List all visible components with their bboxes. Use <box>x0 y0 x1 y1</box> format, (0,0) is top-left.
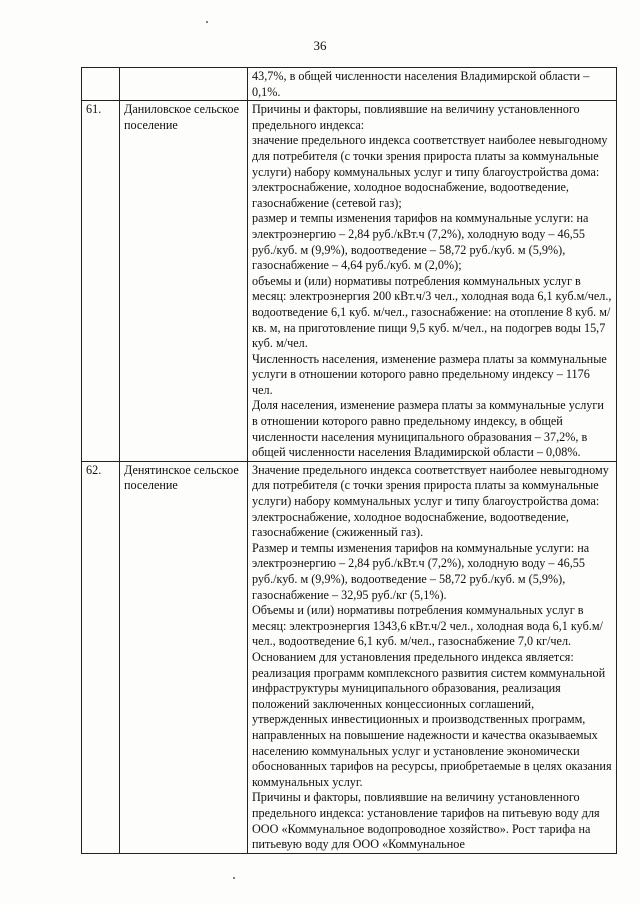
description-paragraph: Численность населения, изменение размера платы за коммунальные услуги в отношении которого равно предельному индексу – 1176 чел. <box>252 351 607 397</box>
description-paragraph: Значение предельного индекса соответствует наиболее невыгодному для потребителя (с точки зрения прироста платы за коммунальные услуги) набору коммунальных услуг и типу благоустройства дома: электроснабжение, холодное водоснабжение, водоотведение, газоснабжение (сжиженный газ). <box>252 462 609 540</box>
row-number <box>82 68 120 101</box>
row-description <box>248 68 617 101</box>
indices-table <box>81 67 617 854</box>
description-paragraph: 43,7%, в общей численности населения Владимирской области – 0,1%. <box>252 69 590 99</box>
description-paragraph: объемы и (или) нормативы потребления коммунальных услуг в месяц: электроэнергия 200 кВт.ч/3 чел., холодная вода 6,1 куб.м/чел., водоотведение 6,1 куб. м/чел., газоснабжение: на отопление 8 куб. м/кв. м, на приготовление пищи 9,5 куб. м/чел., на подогрев воды 15,7 куб. м/чел. <box>252 273 612 351</box>
row-description <box>248 461 617 853</box>
description-paragraph: Причины и факторы, повлиявшие на величину установленного предельного индекса: установление тарифов на питьевую воду для ООО «Коммунальное водопроводное хозяйство». Рост тарифа на питьевую воду для ООО «Коммунальное <box>252 790 600 852</box>
row-number: 61. <box>82 101 120 462</box>
scan-speck <box>233 877 235 879</box>
page-number: 36 <box>313 38 327 53</box>
scan-speck <box>206 21 208 23</box>
municipality-name <box>120 68 248 101</box>
municipality-name: Денятинское сельское поселение <box>120 461 248 853</box>
description-paragraph: Основанием для установления предельного индекса является: реализация программ комплексного развития систем коммунальной инфраструктуры муниципального образования, реализация положений заключенных концессионных соглашений, утвержденных инвестиционных и производственных программ, направленных на повышение надежности и качества оказываемых населению коммунальных услуг и установление экономически обоснованных тарифов на ресурсы, приобретаемые в целях оказания коммунальных услуг. <box>252 649 612 789</box>
row-number: 62. <box>82 461 120 853</box>
description-paragraph: Объемы и (или) нормативы потребления коммунальных услуг в месяц: электроэнергия 1343,6 кВт.ч/2 чел., холодная вода 6,1 куб.м/чел., водоотведение 6,1 куб. м/чел., газоснабжение 7,0 кг/чел. <box>252 603 603 649</box>
table-row <box>82 68 617 101</box>
description-paragraph: размер и темпы изменения тарифов на коммунальные услуги: на электроэнергию – 2,84 руб./кВт.ч (7,2%), холодную воду – 46,55 руб./куб. м (9,9%), водоотведение – 58,72 руб./куб. м (5,9%), газоснабжение – 4,64 руб./куб. м (2,0%); <box>252 211 589 273</box>
municipality-name: Даниловское сельское поселение <box>120 101 248 462</box>
description-paragraph: Причины и факторы, повлиявшие на величину установленного предельного индекса: <box>252 102 580 132</box>
table-row <box>82 101 617 462</box>
description-paragraph: Размер и темпы изменения тарифов на коммунальные услуги: на электроэнергию – 2,84 руб./кВт.ч (7,2%), холодную воду – 46,55 руб./куб. м (9,9%), водоотведение – 58,72 руб./куб. м (5,9%), газоснабжение – 32,95 руб./кг (5,1%). <box>252 540 590 602</box>
description-paragraph: значение предельного индекса соответствует наиболее невыгодному для потребителя (с точки зрения прироста платы за коммунальные услуги) набору коммунальных услуг и типу благоустройства дома: электроснабжение, холодное водоснабжение, водоотведение, газоснабжение (сетевой газ); <box>252 133 608 210</box>
description-paragraph: Доля населения, изменение размера платы за коммунальные услуги в отношении которого равно предельному индексу, в общей численности населения муниципального образования – 37,2%, в общей численности населения Владимирской области – 0,08%. <box>252 398 604 460</box>
table-row <box>82 461 617 853</box>
row-description <box>248 101 617 462</box>
